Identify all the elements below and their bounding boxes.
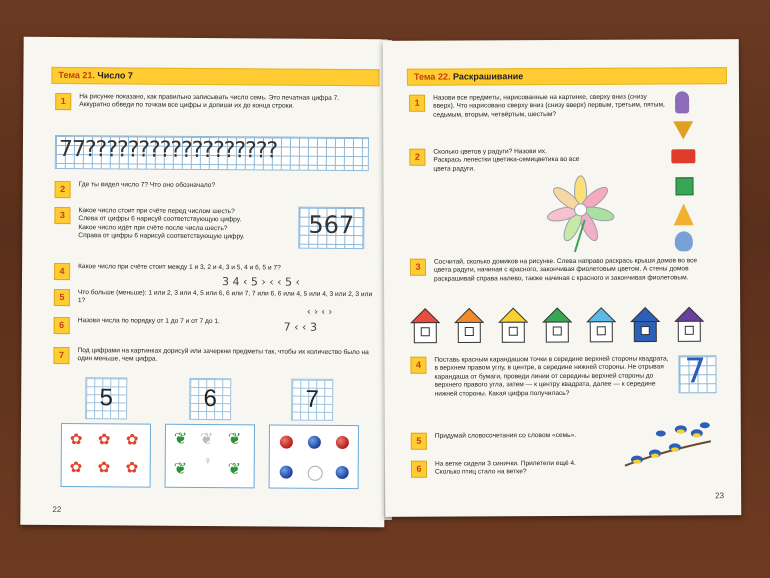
- ball-icon: [280, 436, 293, 449]
- task-text: Какое число стоит при счёте перед числом шесть? Слева от цифры 6 нарисуй соответствующую цифру. Какое число идёт при счёте после числа шесть? Справа от цифры 6 нарисуй соответствующую цифру.: [78, 207, 245, 241]
- task-text: Сколько цветов у радуги? Назови их. Раскрась лепестки цветика-семицветика во все цвета радуги.: [433, 148, 580, 173]
- pyramid-icon: [674, 203, 694, 225]
- ball-outline-icon: [308, 466, 323, 481]
- task-text: Назови числа по порядку от 1 до 7 и от 7 до 1.: [77, 317, 220, 326]
- task-number: 5: [54, 289, 70, 306]
- left-task-2: [55, 181, 365, 200]
- task-text: Какое число при счёте стоит между 1 и 3, 2 и 4, 3 и 5, 4 и 6, 5 и 7?: [78, 263, 281, 272]
- task-number: 5: [411, 433, 427, 450]
- left-page: [20, 37, 387, 528]
- ball-icon: [336, 436, 349, 449]
- left-task-4: [54, 263, 374, 282]
- right-page-number: 23: [715, 491, 725, 501]
- task-number: 6: [54, 317, 70, 334]
- right-topic-label: Тема 22.: [413, 71, 451, 82]
- titmice-on-branch-icon: [621, 421, 713, 473]
- digit-box-6: 6: [189, 378, 231, 420]
- toy-rabbit-icon: [675, 91, 689, 113]
- task-text: На ветке сидели 3 синички. Прилетели ещё 4. Сколько птиц стало на ветке?: [434, 459, 576, 477]
- task-number: 4: [54, 263, 70, 280]
- left-page-number: 22: [52, 504, 62, 515]
- right-task-1: [409, 93, 667, 120]
- pencil-marks-row6: 7 ‹ ‹ 3: [283, 320, 318, 334]
- house-icon: [498, 306, 528, 344]
- task-text: На рисунке показано, как правильно записывать число семь. Это печатная цифра 7. Аккуратно обведи по точкам все цифры и допиши их до конца строки.: [79, 93, 340, 111]
- task-text: Поставь красным карандашом точки в середине верхней стороны квадрата, в верхнем правом углу, в центре, в середине нижней стороны. Не отрывая карандаша от бумаги, проведи линии от середины верхней стороны до верхнего правого угла, затем — к центру квадрата, далее — к середине нижней стороны. Какая цифра получилась?: [434, 355, 669, 398]
- right-task-4: [410, 355, 672, 398]
- task-number: 1: [409, 95, 425, 112]
- right-topic-bar: [407, 67, 727, 86]
- right-page: [383, 39, 741, 517]
- leaf-icon: ❦: [173, 460, 188, 478]
- task-text: Где ты видел число 7? Что оно обозначало?: [78, 181, 216, 190]
- toys-column: [671, 91, 698, 253]
- leaves-picture: [165, 424, 255, 489]
- spinning-top-icon: [673, 121, 693, 139]
- task-number: 2: [55, 181, 71, 198]
- ball-icon: [336, 466, 349, 479]
- task-number: 3: [410, 259, 426, 276]
- right-topic-title: Раскрашивание: [452, 71, 524, 82]
- digit-box-5: 5: [85, 377, 127, 419]
- task-number: 4: [410, 357, 426, 374]
- ball-icon: [280, 466, 293, 479]
- task-number: 6: [411, 461, 427, 478]
- toy-truck-icon: [671, 149, 695, 163]
- pencil-marks-row4: 3 4 ‹ 5 › ‹ ‹ 5 ‹: [221, 275, 301, 289]
- cube-icon: [675, 177, 693, 195]
- left-task-3: [54, 207, 294, 242]
- pencil-marks-row5: ‹ › ‹ ›: [306, 306, 333, 318]
- flower-icon: ✿: [125, 431, 139, 449]
- leaf-outline-icon: ❦: [199, 430, 214, 449]
- houses-row: [410, 305, 720, 347]
- task-number: 1: [55, 93, 71, 110]
- ball-icon: [308, 436, 321, 449]
- house-icon: [542, 306, 572, 344]
- task-text: Под цифрами на картинках дорисуй или зачеркни предметы так, чтобы их количество было на один меньше, чем цифра.: [77, 347, 369, 364]
- digit-box-7: 7: [291, 379, 333, 421]
- left-topic-title: Число 7: [97, 70, 133, 81]
- left-task-5: [54, 289, 374, 308]
- balls-picture: [269, 424, 359, 489]
- right-task-2: [409, 148, 595, 174]
- left-task-7: [53, 347, 373, 366]
- task-number: 7: [53, 347, 69, 364]
- left-task-6: [54, 317, 374, 336]
- house-icon: [674, 305, 704, 343]
- handwritten-567: 567: [308, 210, 355, 240]
- task-number: 2: [409, 149, 425, 166]
- flower-icon: ✿: [69, 431, 83, 449]
- right-task-5: [411, 432, 641, 450]
- house-icon: [586, 306, 616, 344]
- flower-icon: ✿: [97, 431, 111, 449]
- left-topic-bar: [51, 67, 379, 86]
- flower-icon: ✿: [125, 459, 139, 477]
- house-icon: [410, 307, 440, 345]
- task-text: Что больше (меньше): 1 или 2, 3 или 4, 5 или 6, 6 или 7, 7 или 6, 6 или 4, 5 или 4, 3 или 2, 3 или 1?: [77, 289, 373, 305]
- task-text: Придумай словосочетания со словом «семь».: [434, 431, 577, 440]
- right-task-3: [410, 257, 714, 284]
- house-icon: [454, 306, 484, 344]
- flower-icon: ✿: [69, 459, 83, 477]
- flowers-picture: [61, 423, 151, 488]
- handwritten-sevens: 77??????????????????: [58, 136, 278, 164]
- task-text: Сосчитай, сколько домиков на рисунке. Слева направо раскрась крыши домов во все цвета радуги, начиная с красного, закончивая фиолетовым цветом. А стены домов раскрашивай справа налево, также начиная с красного и закончивая фиолетовым.: [433, 257, 698, 283]
- seven-petal-flower-icon: [543, 174, 617, 256]
- leaf-icon: ❦: [227, 461, 242, 479]
- task-text: Назови все предметы, нарисованные на картинке, сверху вниз (снизу вверх). Что нарисовано сверху вниз (снизу вверх) первым, третьим, пятым, седьмым, вторым, четвёртым, шестым?: [433, 93, 665, 119]
- house-icon: [630, 305, 660, 343]
- right-task-6: [411, 460, 641, 478]
- drawn-leaf-icon: ♀: [203, 455, 213, 468]
- leaf-icon: ❦: [173, 430, 188, 448]
- left-task-1: [55, 93, 365, 112]
- flower-icon: ✿: [97, 459, 111, 477]
- toy-bear-icon: [675, 231, 693, 251]
- left-topic-label: Тема 21.: [58, 69, 95, 81]
- drawn-seven: 7: [684, 351, 707, 392]
- task-number: 3: [54, 207, 70, 224]
- leaf-icon: ❦: [227, 431, 242, 449]
